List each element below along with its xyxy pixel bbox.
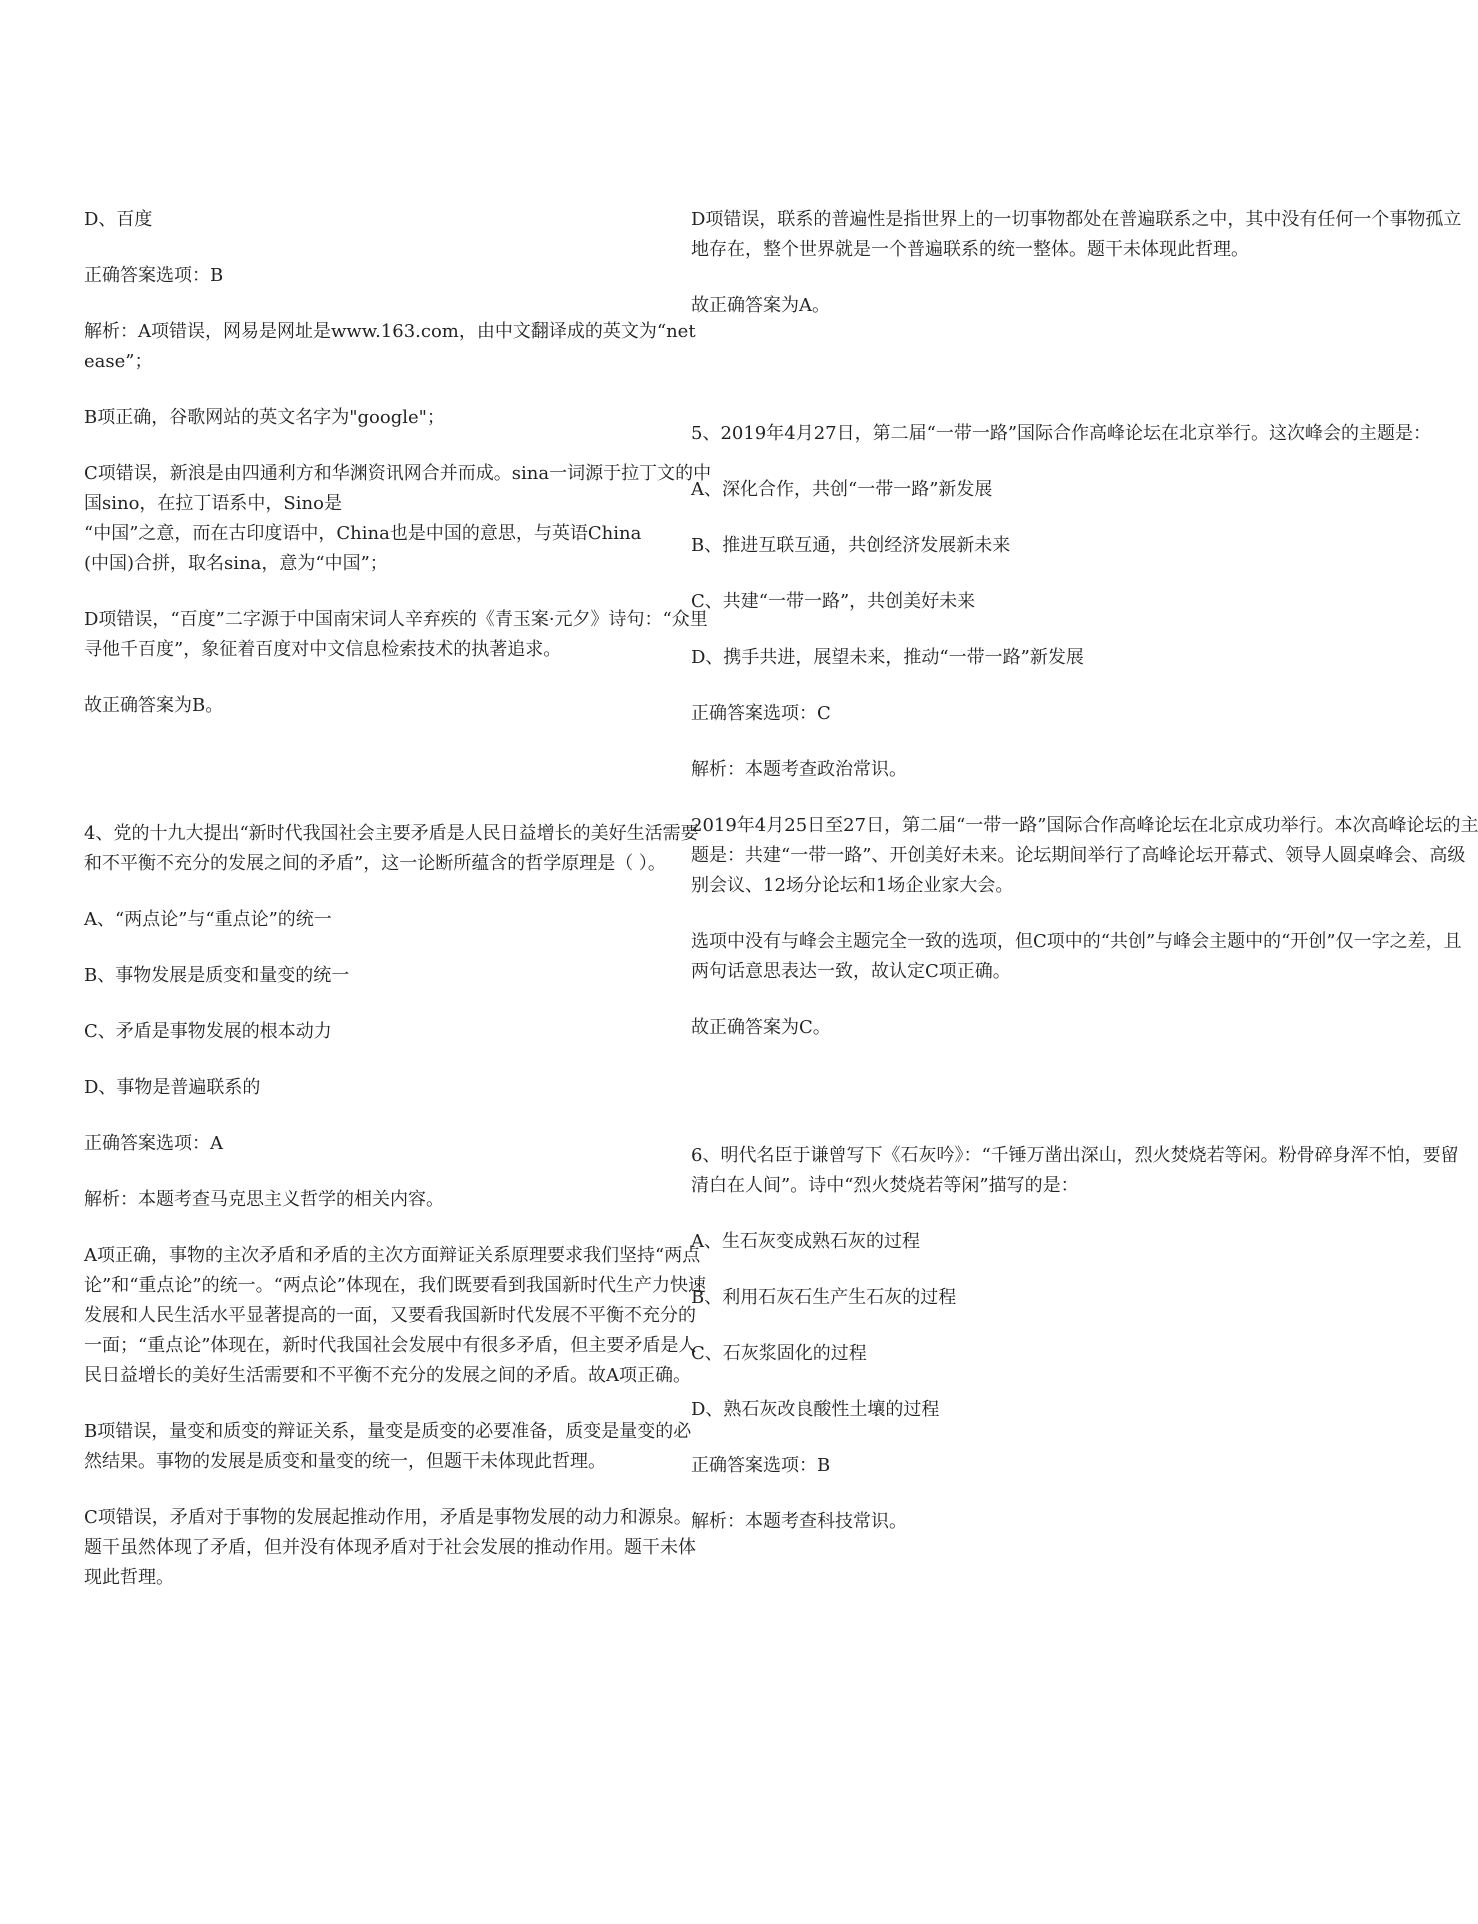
question-stem-line: 4、党的十九大提出“新时代我国社会主要矛盾是人民日益增长的美好生活需要 [84,823,699,844]
text-line: C项错误，新浪是由四通利方和华渊资讯网合并而成。sina一词源于拉丁文的中 [84,463,712,484]
q3-analysis-d [84,605,708,665]
q5-option-c [691,587,1286,617]
option-text: B、事物发展是质变和量变的统一 [84,965,350,986]
option-text: C、石灰浆固化的过程 [691,1343,867,1364]
text-line: 题干虽然体现了矛盾，但并没有体现矛盾对于社会发展的推动作用。题干未体 [84,1537,696,1558]
q4-option-b [84,961,566,991]
q6-analysis-intro [691,1507,1286,1537]
text-line: D项错误，“百度”二字源于中国南宋词人辛弃疾的《青玉案·元夕》诗句：“众里 [84,609,708,630]
text-line: 选项中没有与峰会主题完全一致的选项，但C项中的“共创”与峰会主题中的“开创”仅一字之差，且 [691,931,1462,952]
q4-analysis-d [691,205,1462,265]
option-text: C、共建“一带一路”，共创美好未来 [691,591,976,612]
q3-answer [84,261,566,291]
question-stem-line: 清白在人间”。诗中“烈火焚烧若等闲”描写的是： [691,1175,1079,1196]
conclusion-text: 故正确答案为C。 [691,1017,831,1038]
q6-option-c [691,1339,1286,1369]
q5-analysis-p1 [691,811,1478,901]
text-line: 发展和人民生活水平显著提高的一面，又要看我国新时代发展不平衡不充分的 [84,1305,696,1326]
text-line: 解析：本题考查科技常识。 [691,1511,907,1532]
text-line: C项错误，矛盾对于事物的发展起推动作用，矛盾是事物发展的动力和源泉。 [84,1507,692,1528]
q6-option-a [691,1227,1286,1257]
option-text: A、生石灰变成熟石灰的过程 [691,1231,920,1252]
answer-text: 正确答案选项：C [691,703,831,724]
question-stem-line: 5、2019年4月27日，第二届“一带一路”国际合作高峰论坛在北京举行。这次峰会的主题是： [691,423,1432,444]
answer-text: 正确答案选项：B [691,1455,831,1476]
q6-stem [691,1141,1459,1201]
q4-answer [84,1129,566,1159]
left-column [84,205,712,1619]
q5-answer [691,699,1286,729]
text-line: D项错误，联系的普遍性是指世界上的一切事物都处在普遍联系之中，其中没有任何一个事物孤立 [691,209,1462,230]
text-line: 论”和“重点论”的统一。“两点论”体现在，我们既要看到我国新时代生产力快速 [84,1275,707,1296]
question-stem-line: 和不平衡不充分的发展之间的矛盾”，这一论断所蕴含的哲学原理是（ ）。 [84,853,666,874]
q6-option-d [691,1395,1286,1425]
text-line: B项错误，量变和质变的辩证关系，量变是质变的必要准备，质变是量变的必 [84,1421,692,1442]
text-line: 别会议、12场分论坛和1场企业家大会。 [691,875,1014,896]
text-line: (中国)合拼，取名sina，意为“中国”； [84,553,388,574]
option-text: D、熟石灰改良酸性土壤的过程 [691,1399,940,1420]
q3-analysis-c [84,459,712,579]
q5-option-d [691,643,1286,673]
q5-option-a [691,475,1286,505]
answer-text: 正确答案选项：B [84,265,224,286]
q5-analysis-p2 [691,927,1462,987]
option-text: D、事物是普遍联系的 [84,1077,261,1098]
option-text: D、百度 [84,209,153,230]
option-text: A、“两点论”与“重点论”的统一 [84,909,332,930]
q5-option-b [691,531,1286,561]
option-text: C、矛盾是事物发展的根本动力 [84,1021,332,1042]
q5-conclusion [691,1013,1286,1043]
q4-option-c [84,1017,566,1047]
text-line: 民日益增长的美好生活需要和不平衡不充分的发展之间的矛盾。故A项正确。 [84,1365,691,1386]
text-line: 寻他千百度”，象征着百度对中文信息检索技术的执著追求。 [84,639,562,660]
q6-option-b [691,1283,1286,1313]
q4-option-d [84,1073,566,1103]
q5-analysis-intro [691,755,1286,785]
option-text: A、深化合作，共创“一带一路”新发展 [691,479,993,500]
text-line: B项正确，谷歌网站的英文名字为"google"； [84,407,445,428]
right-column [691,205,1478,1563]
q4-option-a [84,905,566,935]
text-line: 解析：本题考查政治常识。 [691,759,907,780]
q4-analysis-c [84,1503,696,1593]
q3-option-d [84,205,566,235]
text-line: 2019年4月25日至27日，第二届“一带一路”国际合作高峰论坛在北京成功举行。本次高峰论坛的主 [691,815,1478,836]
q4-analysis-intro [84,1185,566,1215]
q6-answer [691,1451,1286,1481]
option-text: D、携手共进，展望未来，推动“一带一路”新发展 [691,647,1084,668]
text-line: 两句话意思表达一致，故认定C项正确。 [691,961,1011,982]
text-line: 然结果。事物的发展是质变和量变的统一，但题干未体现此哲理。 [84,1451,606,1472]
option-text: B、推进互联互通，共创经济发展新未来 [691,535,1011,556]
q4-conclusion [691,291,1286,321]
text-line: 地存在，整个世界就是一个普遍联系的统一整体。题干未体现此哲理。 [691,239,1249,260]
text-line: 一面；“重点论”体现在，新时代我国社会发展中有很多矛盾，但主要矛盾是人 [84,1335,697,1356]
q3-conclusion [84,691,566,721]
option-text: B、利用石灰石生产生石灰的过程 [691,1287,957,1308]
text-line: 解析：A项错误，网易是网址是www.163.com，由中文翻译成的英文为“net [84,321,696,342]
text-line: “中国”之意，而在古印度语中，China也是中国的意思，与英语China [84,523,642,544]
text-line: 题是：共建“一带一路”、开创美好未来。论坛期间举行了高峰论坛开幕式、领导人圆桌峰会、高级 [691,845,1466,866]
q4-analysis-b [84,1417,692,1477]
q5-stem [691,419,1432,449]
q4-stem [84,819,699,879]
conclusion-text: 故正确答案为B。 [84,695,224,716]
conclusion-text: 故正确答案为A。 [691,295,830,316]
text-line: 国sino，在拉丁语系中，Sino是 [84,493,342,514]
text-line: 现此哲理。 [84,1567,174,1588]
question-stem-line: 6、明代名臣于谦曾写下《石灰吟》：“千锤万凿出深山，烈火焚烧若等闲。粉骨碎身浑不怕，要留 [691,1145,1459,1166]
q4-analysis-a [84,1241,707,1391]
answer-text: 正确答案选项：A [84,1133,223,1154]
q3-analysis-a [84,317,696,377]
text-line: A项正确，事物的主次矛盾和矛盾的主次方面辩证关系原理要求我们坚持“两点 [84,1245,701,1266]
text-line: 解析：本题考查马克思主义哲学的相关内容。 [84,1189,444,1210]
q3-analysis-b [84,403,566,433]
text-line: ease”； [84,351,153,372]
